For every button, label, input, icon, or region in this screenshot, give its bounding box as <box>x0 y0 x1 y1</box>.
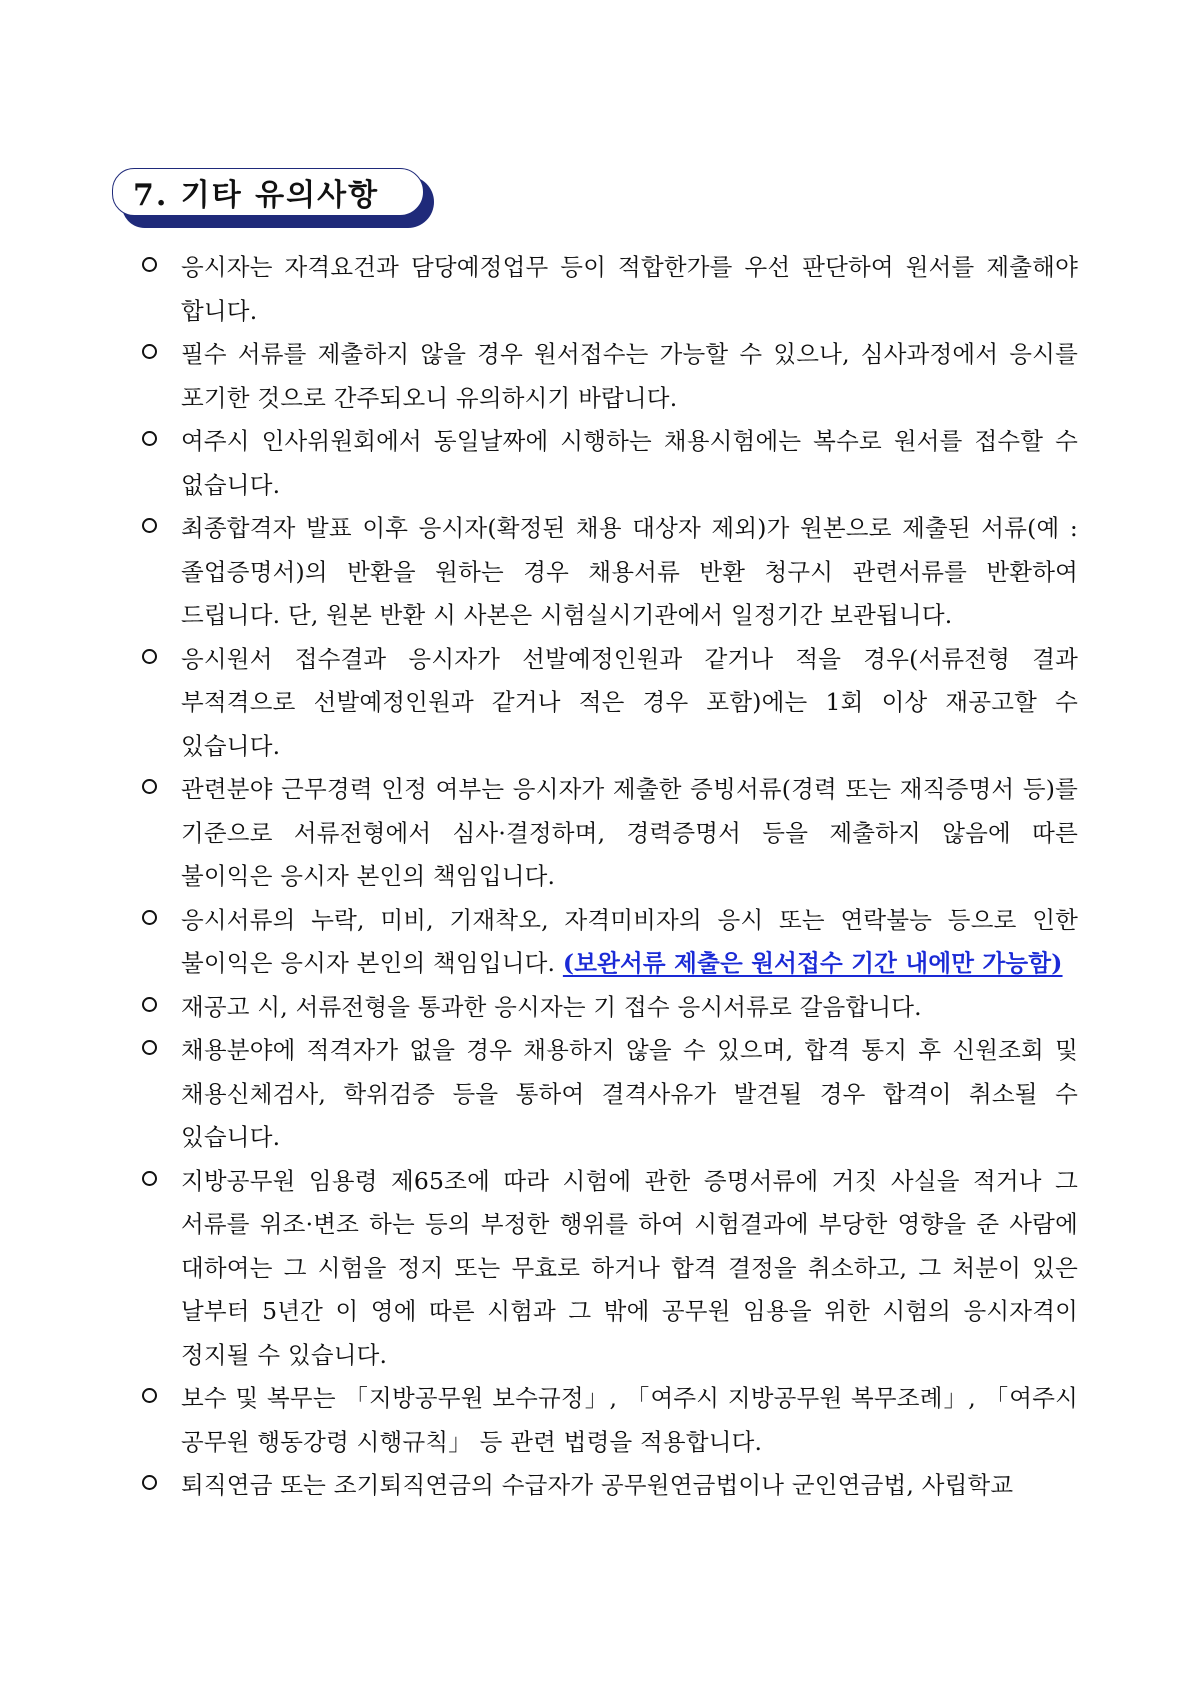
notice-text: 여주시 인사위원회에서 동일날짜에 시행하는 채용시험에는 복수로 원서를 접수할 수 없습니다. <box>181 427 1078 499</box>
circle-bullet-icon <box>142 997 157 1012</box>
circle-bullet-icon <box>142 779 157 794</box>
notice-item <box>138 986 1078 1030</box>
notice-text: 채용분야에 적격자가 없을 경우 채용하지 않을 수 있으며, 합격 통지 후 신원조회 및 채용신체검사, 학위검증 등을 통하여 결격사유가 발견될 경우 합격이 취소될 수 있습니다. <box>181 1036 1078 1151</box>
notice-text: 응시자는 자격요건과 담당예정업무 등이 적합한가를 우선 판단하여 원서를 제출해야 합니다. <box>181 253 1078 325</box>
circle-bullet-icon <box>142 431 157 446</box>
notice-item <box>138 420 1078 507</box>
notice-text: 관련분야 근무경력 인정 여부는 응시자가 제출한 증빙서류(경력 또는 재직증명서 등)를 기준으로 서류전형에서 심사·결정하며, 경력증명서 등을 제출하지 않음에 따른 불이익은 응시자 본인의 책임입니다. <box>181 775 1078 890</box>
circle-bullet-icon <box>142 518 157 533</box>
notice-text: 보수 및 복무는 「지방공무원 보수규정」, 「여주시 지방공무원 복무조례」, 「여주시 공무원 행동강령 시행규칙」 등 관련 법령을 적용합니다. <box>181 1384 1078 1456</box>
circle-bullet-icon <box>142 910 157 925</box>
notice-text: 응시서류의 누락, 미비, 기재착오, 자격미비자의 응시 또는 연락불능 등으로 인한 불이익은 응시자 본인의 책임입니다. <box>181 905 1078 977</box>
circle-bullet-icon <box>142 1171 157 1186</box>
notice-item <box>138 1464 1078 1508</box>
circle-bullet-icon <box>142 257 157 272</box>
circle-bullet-icon <box>142 649 157 664</box>
notice-item <box>138 899 1078 986</box>
notice-item <box>138 1377 1078 1464</box>
notice-item <box>138 1160 1078 1378</box>
notice-text: 필수 서류를 제출하지 않을 경우 원서접수는 가능할 수 있으나, 심사과정에서 응시를 포기한 것으로 간주되오니 유의하시기 바랍니다. <box>181 340 1078 412</box>
notice-item <box>138 638 1078 769</box>
notice-text: 재공고 시, 서류전형을 통과한 응시자는 기 접수 응시서류로 갈음합니다. <box>181 992 922 1021</box>
section-heading <box>112 168 442 230</box>
notice-list <box>138 246 1078 1508</box>
notice-item <box>138 333 1078 420</box>
notice-text-with-highlight <box>181 899 1078 986</box>
circle-bullet-icon <box>142 1040 157 1055</box>
circle-bullet-icon <box>142 344 157 359</box>
notice-text: 퇴직연금 또는 조기퇴직연금의 수급자가 공무원연금법이나 군인연금법, 사립학교 <box>181 1471 1014 1499</box>
heading-box <box>112 168 424 216</box>
notice-text: 지방공무원 임용령 제65조에 따라 시험에 관한 증명서류에 거짓 사실을 적거나 그 서류를 위조·변조 하는 등의 부정한 행위를 하여 시험결과에 부당한 영향을 준 사람에 대하여는 그 시험을 정지 또는 무효로 하거나 합격 결정을 취소하고, 그 처분이 있은 날부터 5년간 이 영에 따른 시험과 그 밖에 공무원 임용을 위한 시험의 응시자격이 정지될 수 있습니다. <box>181 1166 1078 1369</box>
circle-bullet-icon <box>142 1475 157 1490</box>
highlight-note: (보완서류 제출은 원서접수 기간 내에만 가능함) <box>562 949 1063 977</box>
notice-item <box>138 768 1078 899</box>
circle-bullet-icon <box>142 1388 157 1403</box>
notice-item <box>138 1029 1078 1160</box>
notice-text: 최종합격자 발표 이후 응시자(확정된 채용 대상자 제외)가 원본으로 제출된 서류(예 : 졸업증명서)의 반환을 원하는 경우 채용서류 반환 청구시 관련서류를 반환하여 드립니다. 단, 원본 반환 시 사본은 시험실시기관에서 일정기간 보관됩니다. <box>181 514 1078 629</box>
notice-item <box>138 246 1078 333</box>
notice-text: 응시원서 접수결과 응시자가 선발예정인원과 같거나 적을 경우(서류전형 결과 부적격으로 선발예정인원과 같거나 적은 경우 포함)에는 1회 이상 재공고할 수 있습니다. <box>181 644 1078 760</box>
notice-item <box>138 507 1078 638</box>
section-title: 7. 기타 유의사항 <box>133 178 380 213</box>
